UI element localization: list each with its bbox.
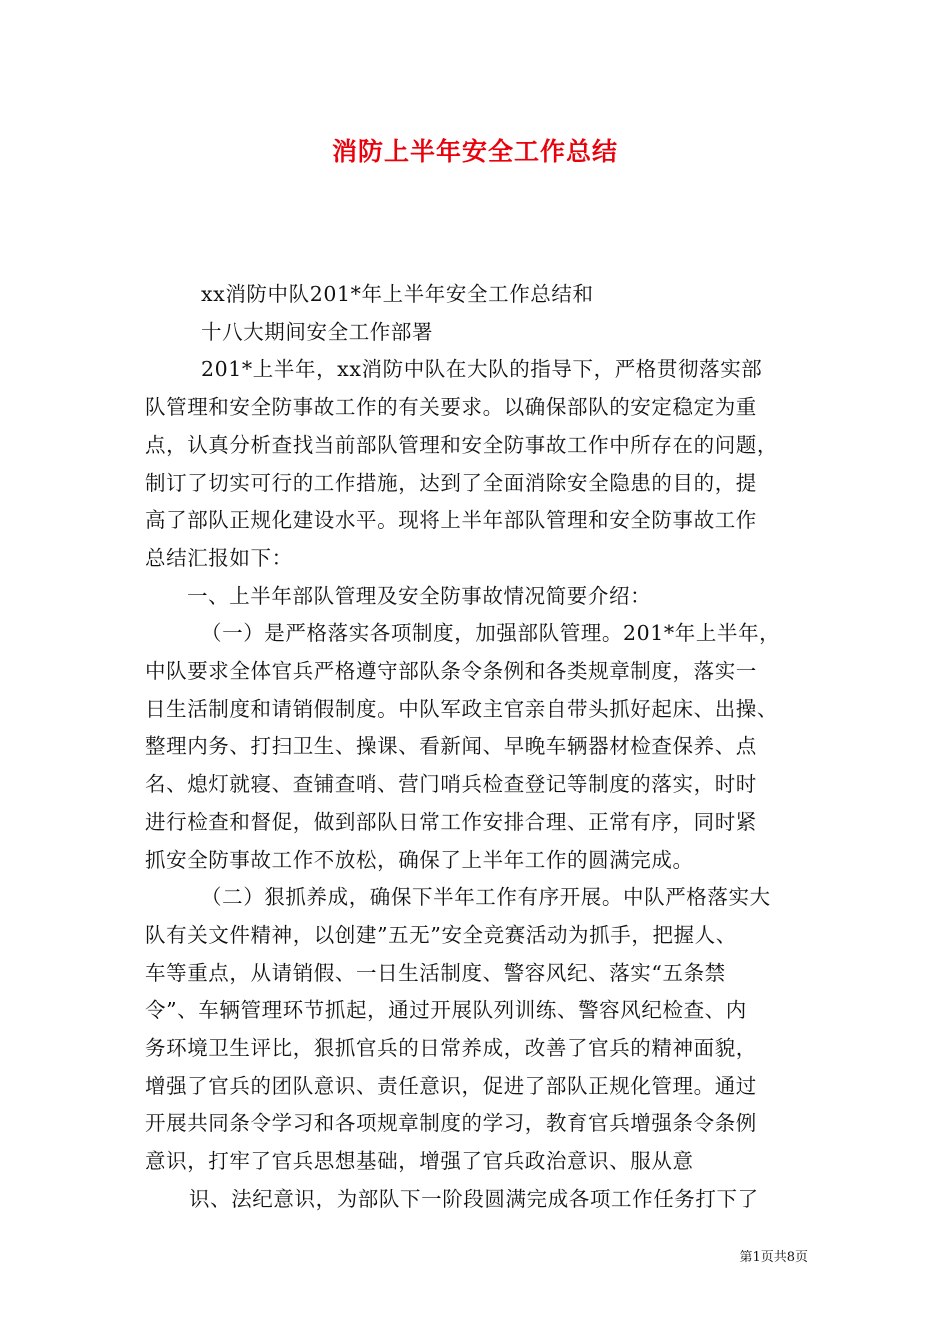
document-title: 消防上半年安全工作总结 (331, 137, 618, 166)
body-line: 车等重点，从请销假、一日生活制度、警容风纪、落实“五条禁 (145, 960, 726, 985)
body-line: 总结汇报如下： (145, 545, 293, 570)
body-line: 增强了官兵的团队意识、责任意识，促进了部队正规化管理。通过 (145, 1073, 757, 1098)
body-line: 令”、车辆管理环节抓起，通过开展队列训练、警容风纪检查、内 (145, 998, 747, 1023)
body-line: 名、熄灯就寝、查铺查哨、营门哨兵检查登记等制度的落实，时时 (145, 772, 757, 797)
body-line: （一）是严格落实各项制度，加强部队管理。201*年上半年， (201, 621, 781, 646)
body-line: 意识，打牢了官兵思想基础，增强了官兵政治意识、服从意 (145, 1149, 694, 1174)
body-line: 制订了切实可行的工作措施，达到了全面消除安全隐患的目的，提 (145, 470, 757, 495)
document-body (145, 276, 820, 1219)
body-line: 识、法纪意识，为部队下一阶段圆满完成各项工作任务打下了 (189, 1186, 759, 1211)
body-line: 队有关文件精神，以创建”五无”安全竞赛活动为抓手，把握人、 (145, 922, 737, 947)
body-line: 务环境卫生评比，狠抓官兵的日常养成，改善了官兵的精神面貌， (145, 1036, 757, 1061)
body-line: 高了部队正规化建设水平。现将上半年部队管理和安全防事故工作 (145, 508, 757, 533)
body-line: 进行检查和督促，做到部队日常工作安排合理、正常有序，同时紧 (145, 809, 757, 834)
body-line: 201*上半年，xx消防中队在大队的指导下，严格贯彻落实部 (201, 357, 763, 382)
body-line: 点，认真分析查找当前部队管理和安全防事故工作中所存在的问题， (145, 432, 778, 457)
body-line: 中队要求全体官兵严格遵守部队条令条例和各类规章制度，落实一 (145, 659, 757, 684)
body-line: 整理内务、打扫卫生、操课、看新闻、早晚车辆器材检查保养、点 (145, 734, 757, 759)
body-line: 开展共同条令学习和各项规章制度的学习，教育官兵增强条令条例 (145, 1111, 757, 1136)
body-line: （二）狠抓养成，确保下半年工作有序开展。中队严格落实大 (201, 885, 771, 910)
page-number: 第1页共8页 (739, 1250, 808, 1265)
body-line: xx消防中队201*年上半年安全工作总结和 (201, 282, 594, 306)
body-line: 抓安全防事故工作不放松，确保了上半年工作的圆满完成。 (145, 847, 694, 872)
body-line: 十八大期间安全工作部署 (201, 319, 434, 344)
body-line: 日生活制度和请销假制度。中队军政主官亲自带头抓好起床、出操、 (145, 696, 778, 721)
body-line: 队管理和安全防事故工作的有关要求。以确保部队的安定稳定为重 (145, 395, 757, 420)
section-heading: 一、上半年部队管理及安全防事故情况简要介绍： (187, 583, 652, 608)
